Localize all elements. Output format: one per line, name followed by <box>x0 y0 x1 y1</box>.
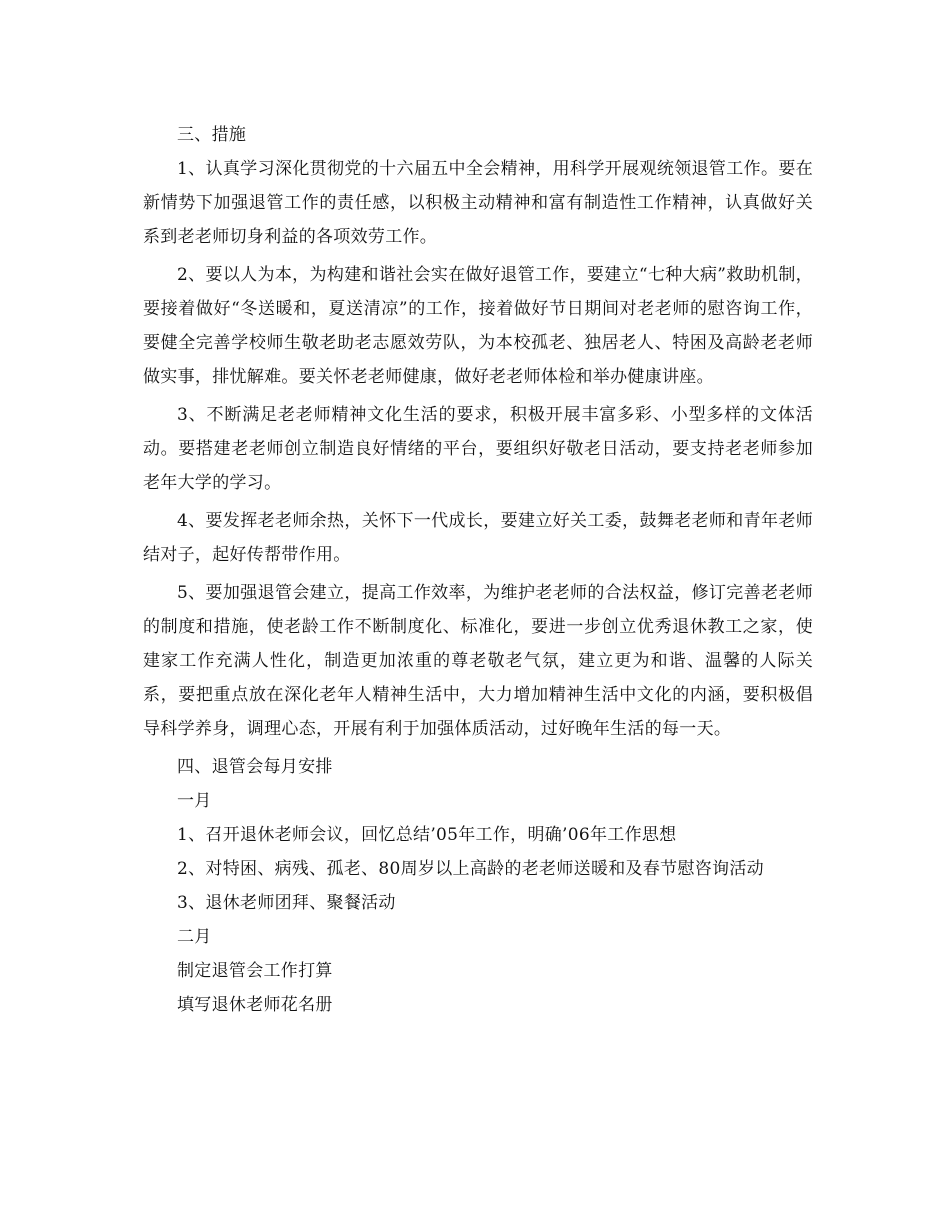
section-heading-monthly-plan: 四、退管会每月安排 <box>177 757 333 777</box>
section-heading-measures: 三、措施 <box>177 125 247 145</box>
month-heading-january: 一月 <box>177 791 212 811</box>
month-heading-february: 二月 <box>177 927 212 947</box>
january-item-3: 3、退休老师团拜、聚餐活动 <box>177 893 396 913</box>
january-item-2: 2、对特困、病残、孤老、80周岁以上高龄的老老师送暖和及春节慰咨询活动 <box>177 859 764 879</box>
document-body <box>143 118 813 1022</box>
paragraph-measure-1: 1、认真学习深化贯彻党的十六届五中全会精神，用科学开展观统领退管工作。要在新情势下加强退管工作的责任感，以积极主动精神和富有制造性工作精神，认真做好关系到老老师切身利益的各项效劳工作。 <box>143 159 813 247</box>
paragraph-measure-4: 4、要发挥老老师余热，关怀下一代成长，要建立好关工委，鼓舞老老师和青年老师结对子，起好传帮带作用。 <box>143 511 813 565</box>
paragraph-measure-2: 2、要以人为本，为构建和谐社会实在做好退管工作，要建立“七种大病”救助机制，要接着做好“冬送暖和，夏送清凉”的工作，接着做好节日期间对老老师的慰咨询工作，要健全完善学校师生敬老助老志愿效劳队，为本校孤老、独居老人、特困及高龄老老师做实事，排忧解难。要关怀老老师健康，做好老老师体检和举办健康讲座。 <box>143 265 813 387</box>
january-item-1: 1、召开退休老师会议，回忆总结’05年工作，明确’06年工作思想 <box>177 825 677 845</box>
paragraph-measure-3: 3、不断满足老老师精神文化生活的要求，积极开展丰富多彩、小型多样的文体活动。要搭建老老师创立制造良好情绪的平台，要组织好敬老日活动，要支持老老师参加老年大学的学习。 <box>143 405 813 493</box>
february-item-2: 填写退休老师花名册 <box>177 995 333 1015</box>
paragraph-measure-5: 5、要加强退管会建立，提高工作效率，为维护老老师的合法权益，修订完善老老师的制度和措施，使老龄工作不断制度化、标准化，要进一步创立优秀退休教工之家，使建家工作充满人性化，制造更加浓重的尊老敬老气氛，建立更为和谐、温馨的人际关系，要把重点放在深化老年人精神生活中，大力增加精神生活中文化的内涵，要积极倡导科学养身，调理心态，开展有利于加强体质活动，过好晚年生活的每一天。 <box>143 583 813 739</box>
february-item-1: 制定退管会工作打算 <box>177 961 333 981</box>
